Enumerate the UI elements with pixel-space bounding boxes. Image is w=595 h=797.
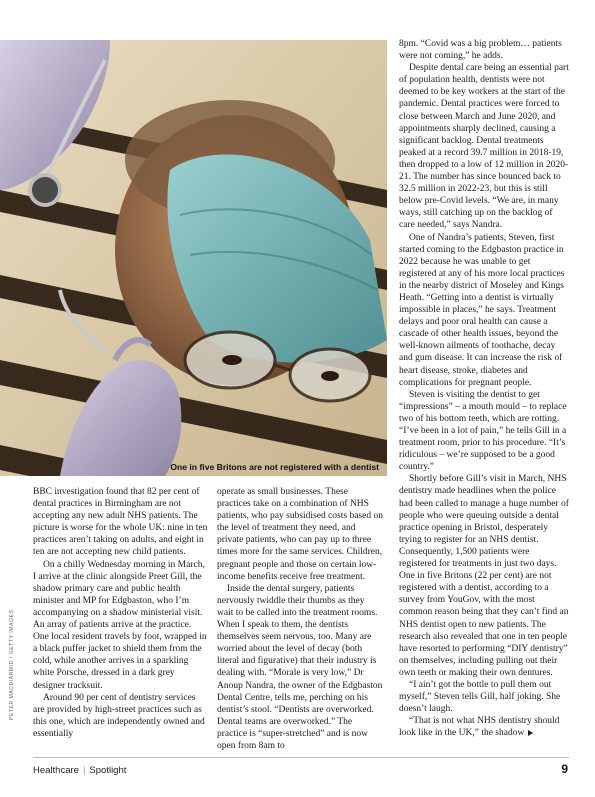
paragraph: “I ain’t got the bottle to pull them out myself,” Steven tells Gill, half joking. She doesn’t laugh.: [399, 679, 561, 715]
section-separator: |: [82, 765, 86, 776]
article-column-3: [399, 38, 569, 739]
paragraph: One of Nandra’s patients, Steven, first started coming to the Edgbaston practice in 2022 because he was unable to get registered at any of his more local practices in the nearby district of Moseley and Kings Heath. “Getting into a dentist is virtually impossible in places,” he says. Treatment delays and poor oral health can cause a cascade of other health issues, beyond the well-known ailments of toothache, decay and gum disease. It can increase the risk of heart disease, stroke, diabetes and complications for pregnant people.: [399, 232, 565, 388]
paragraph: Despite dental care being an essential part of population health, dentists were not deemed to be key workers at the start of the pandemic. Dental practices were forced to close between March and June 2020, and appointments sharply declined, causing a significant backlog. Dental treatments peaked at a record 39.7 million in 2018-19, then dropped to a low of 12 million in 2020-21. The number has since bounced back to 32.5 million in 2022-23, but this is still below pre-Covid levels. “We are, in many ways, still catching up on the backlog of care needed,” says Nandra.: [399, 63, 569, 231]
paragraph: On a chilly Wednesday morning in March, I arrive at the clinic alongside Preet Gill, the shadow primary care and public health minister and MP for Edgbaston, who I’m accompanying on a shadow ministerial visit. An array of patients arrive at the practice. One local resident travels by foot, wrapped in a black puffer jacket to shield them from the cold, while another arrives in a sparkling white Porsche, dressed in a dark grey designer tracksuit.: [33, 559, 207, 691]
photo-credit: PETER MACDIARMID / GETTY IMAGES: [9, 609, 15, 720]
section-name: Healthcare: [33, 765, 79, 776]
article-column-2: [217, 486, 383, 752]
paragraph: operate as small businesses. These practices take on a combination of NHS patients, who pay subsidised costs based on the level of treatment they need, and private patients, who can pay up to three times more for the same services. Children, pregnant people and those on certain low-income benefits receive free treatment.: [217, 487, 383, 582]
article-photo: [0, 40, 387, 476]
subsection-name: Spotlight: [89, 765, 127, 776]
paragraph: Inside the dental surgery, patients nervously twiddle their thumbs as they wait to be called into the treatment rooms. When I speak to them, the dentists themselves seem nervous, too. Many are worried about the level of decay (both literal and figurative) that their industry is dealing with. “Morale is very low,” Dr Anoup Nandra, the owner of the Edgbaston Dental Centre, tells me, perching on his dentist’s stool. “Dentists are overworked. Dental teams are overworked.” The practice is “super-stretched” and is now open from 8am to: [217, 583, 383, 751]
paragraph: Around 90 per cent of dentistry services are provided by high-street practices such as this one, which are independently owned and essentially: [33, 692, 205, 739]
paragraph: BBC investigation found that 82 per cent of dental practices in Birmingham are not accepting any new adult NHS patients. The picture is worse for the whole UK: nine in ten practices aren’t taking on adults, and eight in ten are not accepting new child patients.: [33, 487, 208, 558]
paragraph: Shortly before Gill’s visit in March, NHS dentistry made headlines when the police had been called to manage a huge number of people who were queuing outside a dental practice opening in Bristol, desperately trying to register for an NHS dentist. Consequently, 1,500 patients were registered for treatments in just two days. One in five Britons (22 per cent) are not registered with a dentist, according to a survey from YouGov, with the most common reason being that they can’t find an NHS dentist open to new patients. The research also revealed that one in ten people have resorted to performing “DIY dentistry” on themselves, including pulling out their own teeth or making their own dentures.: [399, 474, 569, 678]
paragraph-continues: [399, 715, 569, 739]
page-number: 9: [561, 762, 568, 776]
paragraph: Steven is visiting the dentist to get “impressions” – a mouth mould – to replace two of his bottom teeth, which are rotting. “I’ve been in a lot of pain,” he tells Gill in a treatment room, prior to his procedure. “It’s ridiculous – we’re supposed to be a good country.”: [399, 389, 567, 473]
dentist-photo-illustration: [0, 40, 387, 476]
article-column-1: [33, 486, 208, 740]
section-footer: [33, 765, 126, 776]
photo-caption: One in five Britons are not registered with a dentist: [170, 462, 379, 472]
footer-divider: [33, 757, 569, 758]
paragraph-text: “That is not what NHS dentistry should look like in the UK,” the shadow: [399, 716, 560, 739]
continue-arrow-icon: [528, 730, 533, 736]
paragraph: 8pm. “Covid was a big problem… patients were not coming,” he adds.: [399, 39, 562, 62]
